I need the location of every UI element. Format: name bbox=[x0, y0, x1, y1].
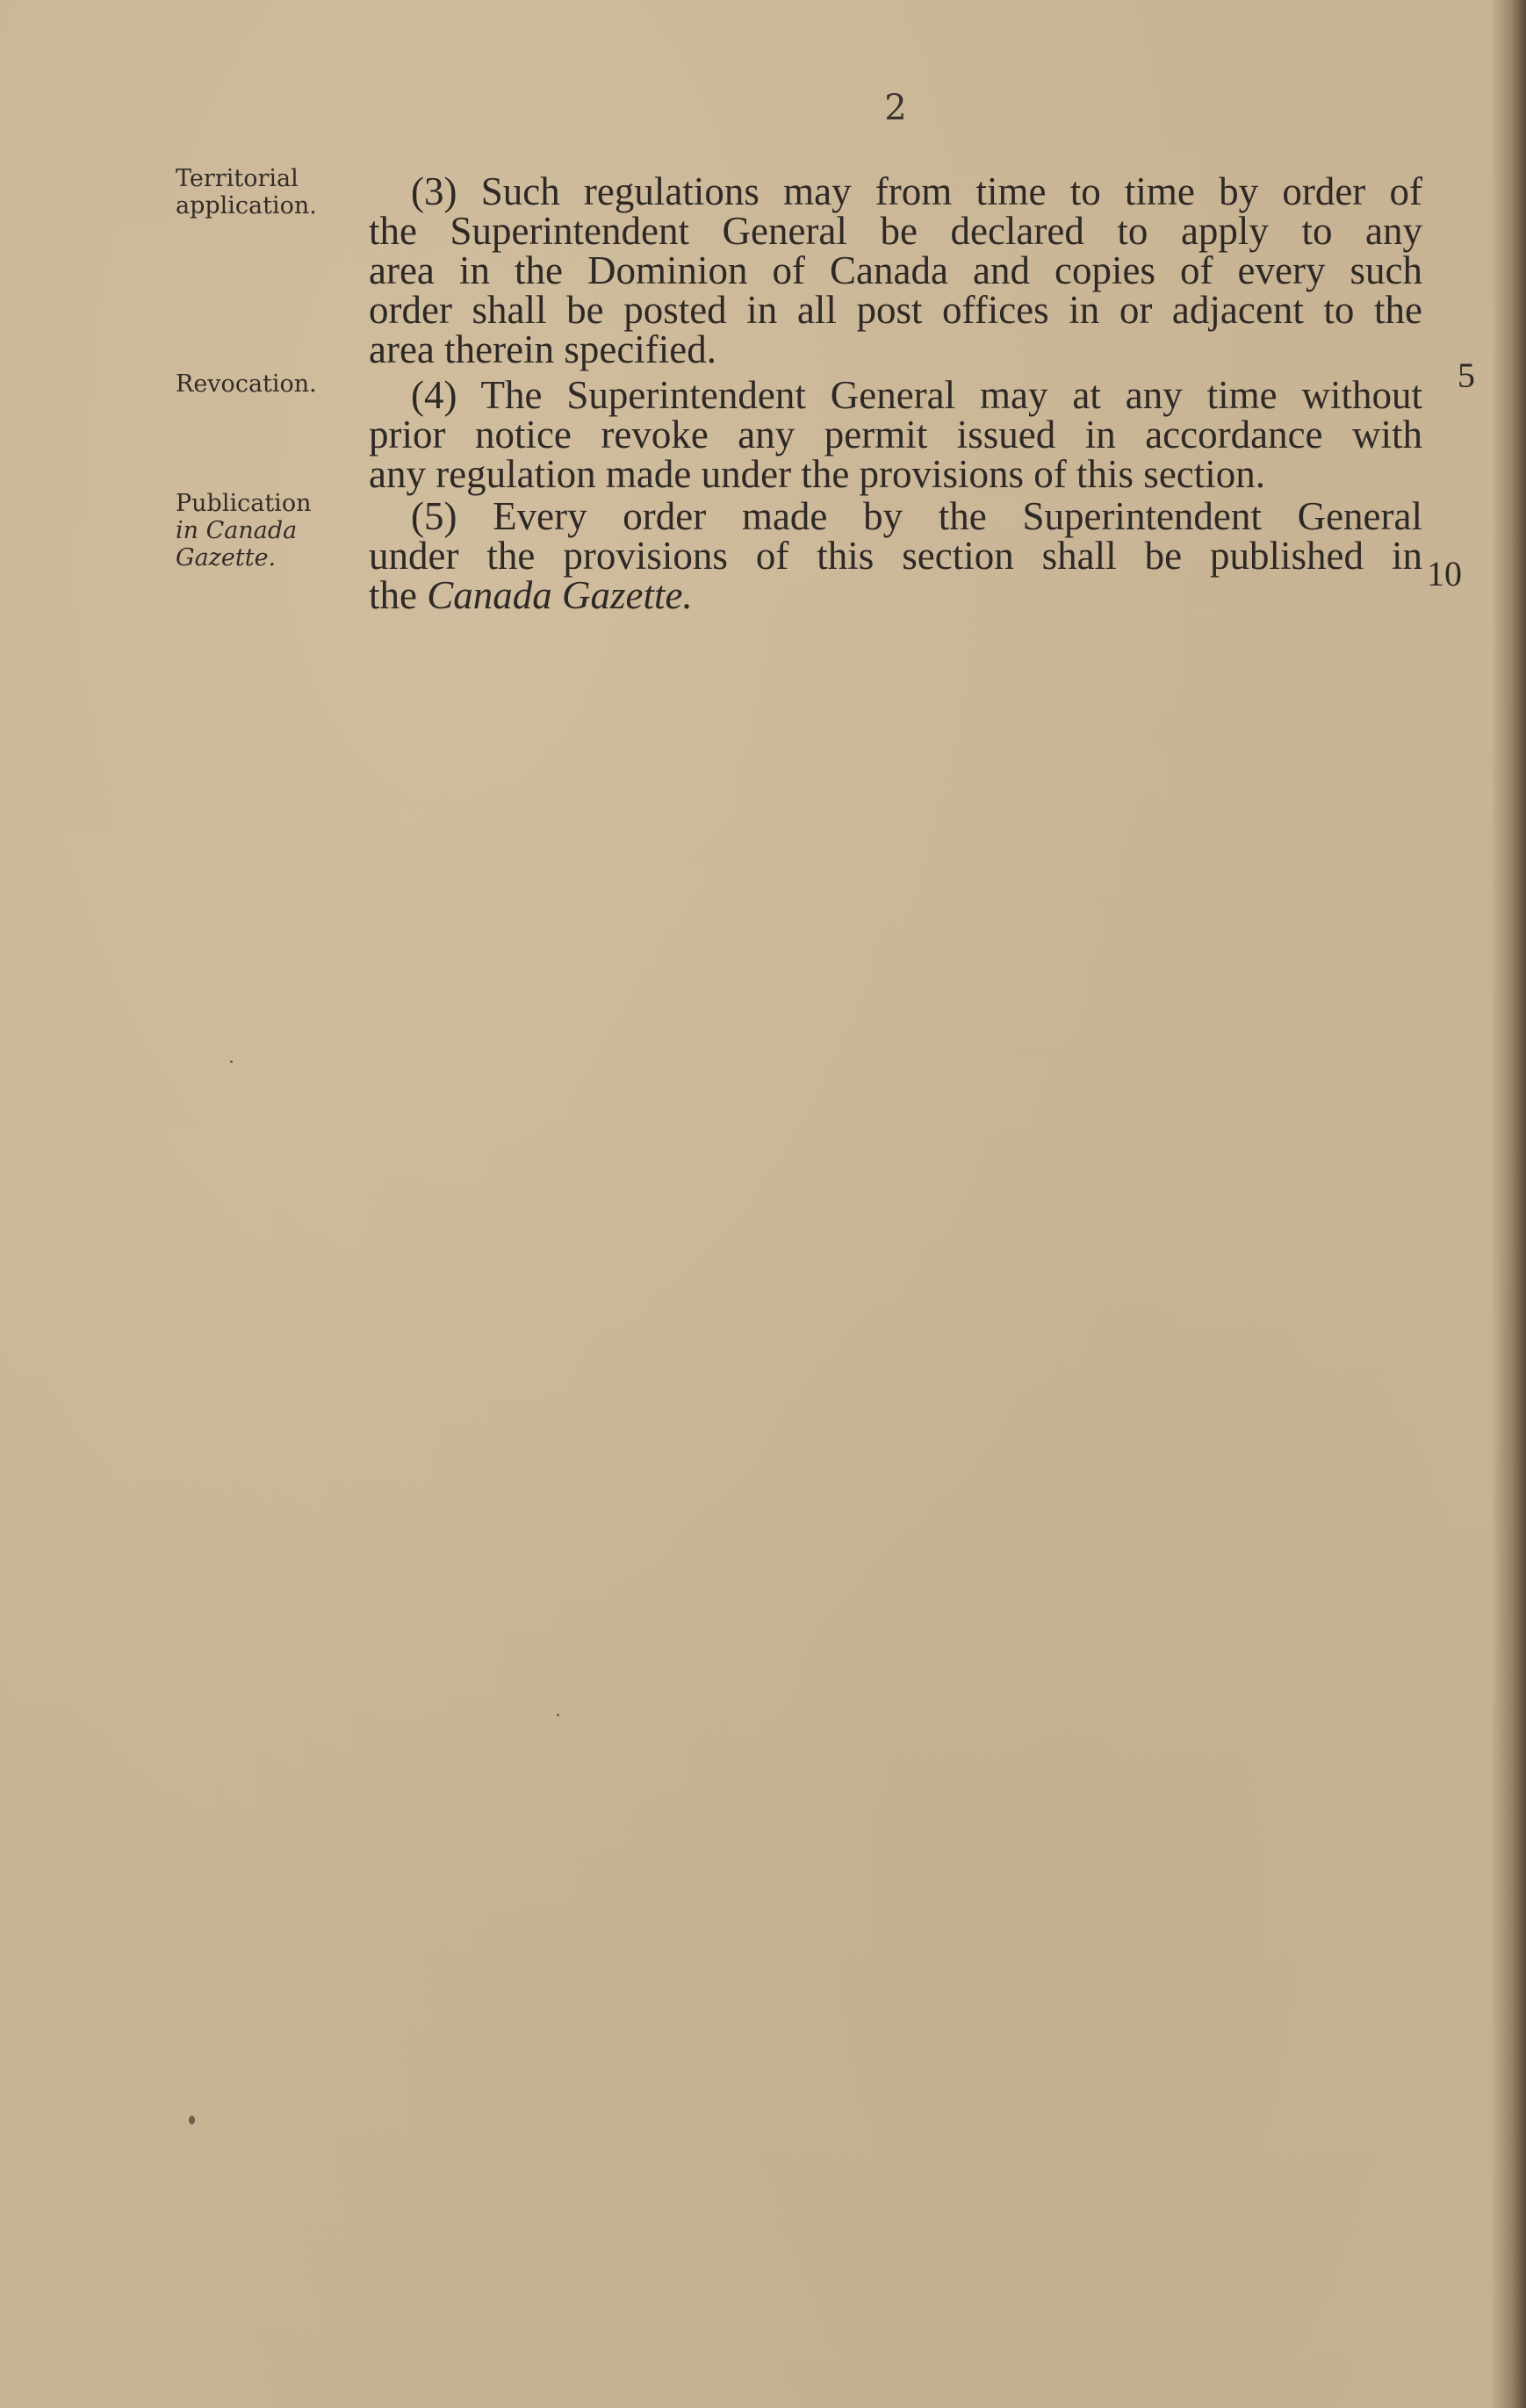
text-line: area therein specified. bbox=[369, 327, 717, 371]
line-number-5: 5 bbox=[1458, 356, 1475, 395]
text-fragment: the bbox=[369, 573, 428, 617]
page-number: 2 bbox=[884, 88, 907, 128]
text-line: prior notice revoke any permit issued in accordance with bbox=[369, 413, 1422, 456]
text-line bbox=[369, 573, 1422, 617]
line-number-10: 10 bbox=[1427, 554, 1462, 593]
paper-speck bbox=[557, 1714, 559, 1716]
text-line: order shall be posted in all post offices in or adjacent to the bbox=[369, 288, 1422, 332]
paper-speck bbox=[189, 2116, 195, 2124]
text-line: (4) The Superintendent General may at any time without bbox=[411, 373, 1422, 417]
margin-note-territorial-application bbox=[176, 165, 351, 219]
text-line: the Superintendent General be declared to apply to any bbox=[369, 209, 1422, 253]
section-3-paragraph bbox=[369, 169, 1422, 371]
text-line: any regulation made under the provisions of this section. bbox=[369, 452, 1266, 496]
text-line: (5) Every order made by the Superintendent General bbox=[411, 494, 1422, 538]
text-line: area in the Dominion of Canada and copies of every such bbox=[369, 248, 1422, 292]
section-5-paragraph bbox=[369, 494, 1422, 617]
margin-note-line: in Canada bbox=[176, 517, 298, 544]
paper-speck bbox=[230, 1060, 233, 1063]
margin-note-line: Publication bbox=[176, 490, 312, 517]
margin-note-line: Revocation. bbox=[176, 370, 317, 398]
text-line: (3) Such regulations may from time to time by order of bbox=[411, 169, 1422, 213]
margin-note-revocation bbox=[176, 370, 351, 398]
margin-note-line: Gazette. bbox=[176, 544, 277, 571]
section-4-paragraph bbox=[369, 373, 1422, 496]
text-line: under the provisions of this section shall be published in bbox=[369, 534, 1422, 578]
margin-note-line: application. bbox=[176, 192, 317, 219]
page-edge-shadow bbox=[1491, 0, 1526, 2408]
margin-note-publication bbox=[176, 490, 351, 571]
canada-gazette-title: Canada Gazette. bbox=[427, 573, 693, 617]
margin-note-line: Territorial bbox=[176, 165, 299, 192]
